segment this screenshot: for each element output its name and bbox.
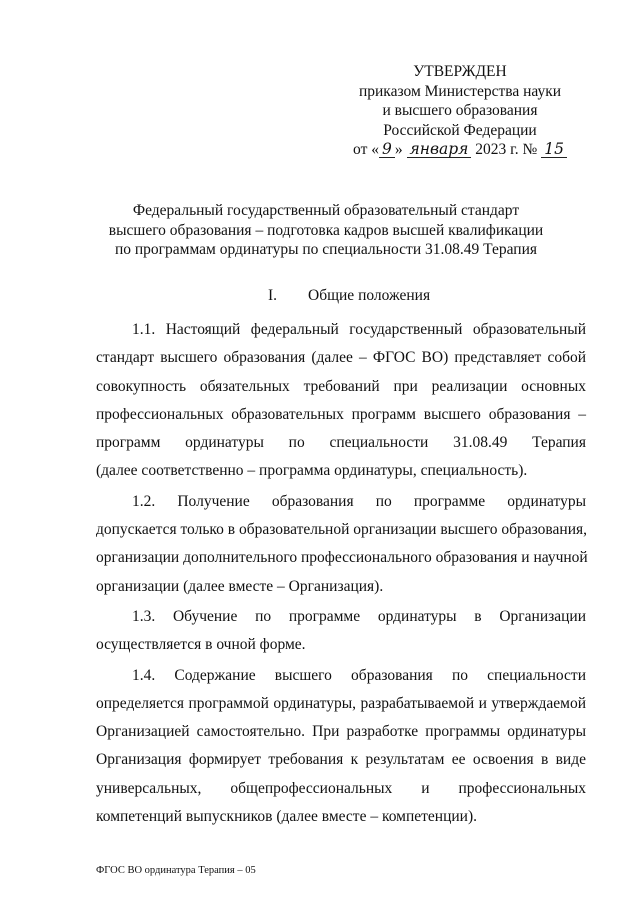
body-text bbox=[96, 316, 586, 831]
paragraph-line: (далее соответственно – программа ординатуры, специальность). bbox=[96, 462, 528, 480]
approval-title: УТВЕРЖДЕН bbox=[413, 63, 507, 80]
paragraph-line: универсальных, общепрофессиональных и профессиональных bbox=[96, 779, 586, 797]
approval-line-country: Российской Федерации bbox=[383, 121, 537, 139]
year-and-number-label: 2023 г. № bbox=[475, 141, 538, 158]
page-footer: ФГОС ВО ординатура Терапия – 05 bbox=[96, 865, 256, 876]
paragraph bbox=[96, 488, 586, 601]
title-line-2: высшего образования – подготовка кадров высшей квалификации bbox=[108, 221, 544, 239]
date-prefix: от « bbox=[353, 141, 379, 158]
title-line-1: Федеральный государственный образовательный стандарт bbox=[132, 202, 520, 219]
handwritten-order-number: 15 bbox=[541, 141, 567, 158]
paragraph-line: профессиональных образовательных программ высшего образования – bbox=[96, 405, 586, 423]
document-title bbox=[80, 201, 572, 260]
paragraph-line: программ ординатуры по специальности 31.08.49 Терапия bbox=[96, 434, 586, 452]
paragraph-line: допускается только в образовательной организации высшего образования, bbox=[96, 521, 588, 539]
paragraph-line: Организация формирует требования к результатам ее освоения в виде bbox=[96, 751, 586, 769]
paragraph-line: 1.4. Содержание высшего образования по специальности bbox=[132, 666, 586, 684]
paragraph-line: совокупность обязательных требований при реализации основных bbox=[96, 377, 586, 395]
paragraph-line: Организацией самостоятельно. При разработке программы ординатуры bbox=[96, 723, 586, 741]
title-line-3: по программам ординатуры по специальности 31.08.49 Терапия bbox=[114, 241, 538, 258]
approval-line-order: приказом Министерства науки bbox=[358, 82, 562, 100]
paragraph bbox=[96, 662, 586, 832]
paragraph-line: 1.2. Получение образования по программе ординатуры bbox=[132, 492, 586, 510]
date-mid: » bbox=[394, 141, 403, 158]
paragraph-line: 1.3. Обучение по программе ординатуры в Организации bbox=[132, 607, 586, 625]
handwritten-month: января bbox=[407, 141, 472, 158]
section-number: I. bbox=[268, 287, 278, 304]
paragraph-line: компетенций выпускников (далее вместе – компетенции). bbox=[96, 808, 477, 826]
approval-stamp bbox=[330, 62, 590, 160]
section-title: Общие положения bbox=[308, 287, 431, 304]
paragraph-line: стандарт высшего образования (далее – ФГОС ВО) представляет собой bbox=[96, 349, 586, 367]
paragraph-line: организации (далее вместе – Организация). bbox=[96, 577, 384, 595]
paragraph-line: определяется программой ординатуры, разрабатываемой и утверждаемой bbox=[96, 694, 586, 712]
handwritten-day: 9 bbox=[379, 141, 395, 158]
approval-date-line bbox=[330, 140, 590, 160]
paragraph-line: осуществляется в очной форме. bbox=[96, 636, 306, 654]
paragraph-line: 1.1. Настоящий федеральный государственный образовательный bbox=[132, 321, 586, 338]
section-heading bbox=[268, 287, 430, 305]
paragraph bbox=[96, 603, 586, 660]
approval-line-ministry: и высшего образования bbox=[382, 102, 538, 119]
paragraph-line: организации дополнительного профессионального образования и научной bbox=[96, 549, 588, 567]
paragraph bbox=[96, 316, 586, 486]
